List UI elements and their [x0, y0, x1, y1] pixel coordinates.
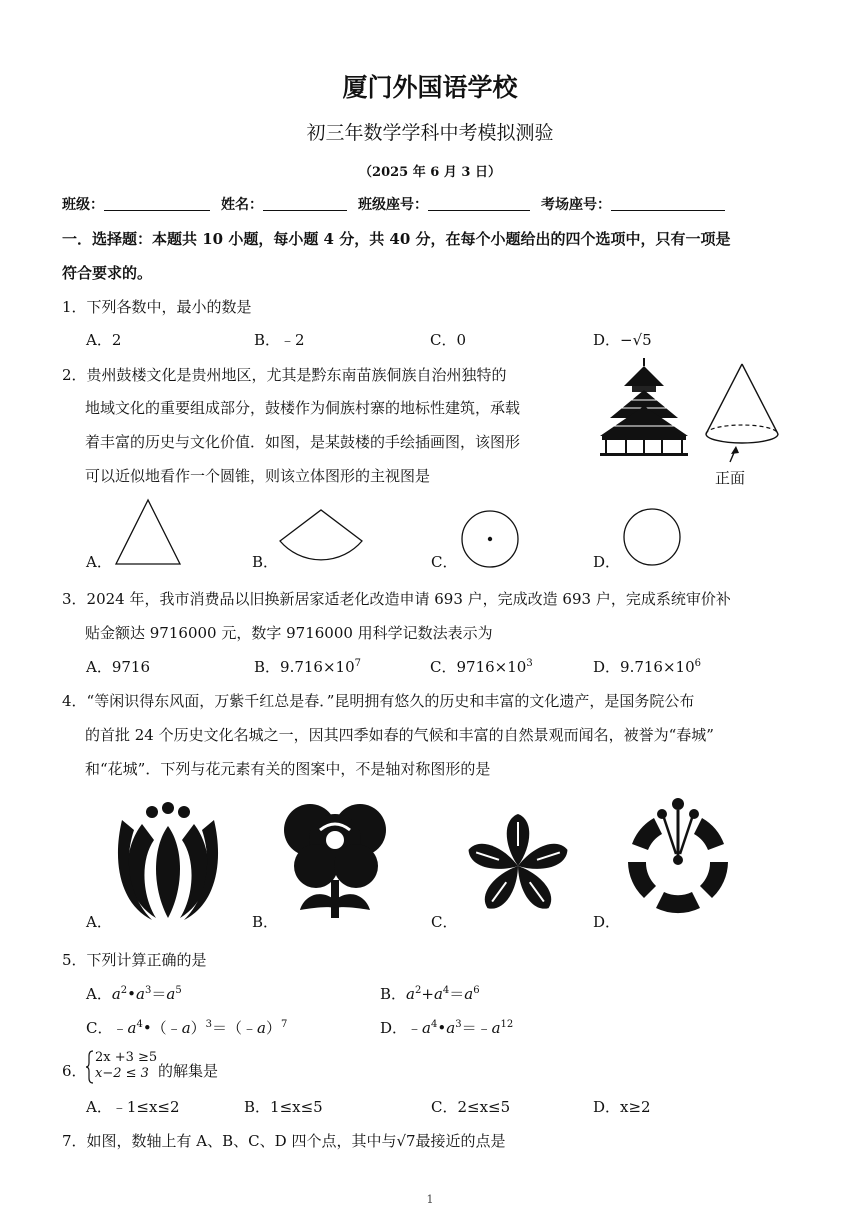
exam-date: （2025 年 6 月 3 日）: [359, 165, 501, 180]
q6-option-c: [431, 1096, 510, 1117]
q5-option-b: B．$a^2+a^4=a^6$: [380, 985, 480, 1003]
q4-option-a: A．: [86, 913, 112, 931]
q2-option-b: B．: [252, 553, 279, 571]
school-title: 厦门外国语学校: [342, 73, 518, 102]
class-blank: [104, 196, 210, 211]
clover-flower-icon: [460, 810, 576, 922]
q3-option-b-base: B．9.716×10: [254, 658, 355, 676]
q6-option-a-label: A．: [86, 1098, 112, 1116]
tulip-flower-icon: [112, 800, 224, 922]
ring-flower-icon: [622, 796, 734, 920]
name-label: 姓名：: [221, 197, 263, 213]
q1-option-b: B．﹣2: [254, 331, 305, 349]
page-number: 1: [426, 1193, 434, 1206]
q6-brace: [86, 1050, 94, 1084]
q5-option-a: A．$a^2•a^3=a^5$: [86, 985, 182, 1003]
q2-line4: 可以近似地看作一个圆锥，则该立体图形的主视图是: [85, 467, 431, 485]
q3-option-c-exp: 3: [526, 658, 533, 669]
seat-field: [358, 194, 530, 214]
exam-seat-label: 考场座号：: [541, 197, 611, 213]
q6-option-c-value: 2≤x≤5: [457, 1098, 511, 1116]
q3-option-b: [254, 656, 361, 677]
q3-option-d-base: D．9.716×10: [593, 658, 695, 676]
q5-option-c: C．$﹣a^4•(﹣a)^3=(﹣a)^7$: [86, 1019, 288, 1037]
q4-option-d: D．: [593, 913, 621, 931]
q3-option-d: [593, 656, 701, 677]
q3-option-d-exp: 6: [694, 658, 701, 669]
q3-option-c-base: C．9716×10: [430, 658, 527, 676]
q3-option-b-exp: 7: [354, 658, 361, 669]
q2-line2: 地域文化的重要组成部分，鼓楼作为侗族村寨的地标性建筑，承载: [85, 399, 521, 417]
section-heading-line1: 一．选择题：本题共 10 小题，每小题 4 分，共 40 分，在每个小题给出的四个选项中，只有一项是: [62, 230, 731, 248]
q3-option-a: A．9716: [86, 658, 151, 676]
seat-label: 班级座号：: [358, 197, 428, 213]
exam-seat-blank: [611, 196, 725, 211]
q1-option-d-label: D．: [593, 331, 621, 349]
q2-sector-option: [276, 505, 366, 565]
q2-line3: 着丰富的历史与文化价值．如图，是某鼓楼的手绘插画图，该图形: [85, 433, 521, 451]
q5-stem: 5．下列计算正确的是: [62, 951, 207, 969]
q3-option-c: [430, 656, 533, 677]
q5-option-a-label: A．: [86, 985, 112, 1003]
q4-line1: 4．“等闲识得东风面，万紫千红总是春．”昆明拥有悠久的历史和丰富的文化遗产，是国务院公布: [62, 692, 695, 710]
q6-number: 6．: [62, 1062, 87, 1080]
q1-stem: 1．下列各数中，最小的数是: [62, 298, 252, 316]
q6-inequality-1: 2x +3 ≥5: [95, 1050, 158, 1065]
q6-option-a: [86, 1096, 180, 1117]
q3-line2: 贴金额达 9716000 元，数字 9716000 用科学记数法表示为: [85, 624, 493, 642]
name-blank: [263, 196, 347, 211]
q4-option-c: C．: [431, 913, 458, 931]
q4-option-b: B．: [252, 913, 279, 931]
q6-inequality-2: x−2 ≤ 3: [95, 1066, 149, 1081]
q2-triangle-option: [113, 497, 183, 567]
q6-option-d-value: x≥2: [620, 1098, 651, 1116]
q6-option-d-label: D．: [593, 1098, 621, 1116]
q5-option-c-label: C．: [86, 1019, 113, 1037]
cone-figure: [702, 362, 782, 482]
q4-line3: 和“花城”．下列与花元素有关的图案中，不是轴对称图形的是: [85, 760, 491, 778]
q3-line1: 3．2024 年，我市消费品以旧换新居家适老化改造申请 693 户，完成改造 693 户，完成系统审价补: [62, 590, 731, 608]
q6-option-b: [244, 1096, 323, 1117]
q6-tail: 的解集是: [158, 1062, 219, 1080]
class-label: 班级：: [62, 197, 104, 213]
q2-circle-with-center-option: [460, 509, 520, 569]
q5-option-d-label: D．: [380, 1019, 408, 1037]
section-heading-line2: 符合要求的。: [62, 264, 153, 282]
q1-option-d: [593, 329, 652, 350]
q2-option-a: A．: [86, 553, 112, 571]
drum-tower-illustration: [596, 356, 692, 458]
rose-flower-icon: [280, 800, 390, 922]
exam-seat-field: [541, 194, 725, 214]
class-field: [62, 194, 210, 214]
q7-stem: 7．如图，数轴上有 A、B、C、D 四个点，其中与√7最接近的点是: [62, 1132, 506, 1150]
q1-option-d-value: −√5: [620, 331, 652, 349]
exam-subtitle: 初三年数学学科中考模拟测验: [306, 122, 554, 144]
q6-option-d: [593, 1096, 651, 1117]
q4-line2: 的首批 24 个历史文化名城之一，因其四季如春的气候和丰富的自然景观而闻名，被誉为“春城”: [85, 726, 714, 744]
seat-blank: [428, 196, 530, 211]
q6-option-b-label: B．: [244, 1098, 271, 1116]
q2-circle-option: [622, 507, 682, 567]
q2-option-d: D．: [593, 553, 621, 571]
q2-option-c: C．: [431, 553, 458, 571]
q2-line1: 2．贵州鼓楼文化是贵州地区，尤其是黔东南苗族侗族自治州独特的: [62, 366, 507, 384]
q5-option-b-label: B．: [380, 985, 407, 1003]
q6-option-c-label: C．: [431, 1098, 458, 1116]
q5-option-d: D．$﹣a^4•a^3=﹣a^{12}$: [380, 1019, 514, 1037]
q6-option-a-value: ﹣1≤x≤2: [111, 1098, 180, 1116]
q1-option-c: C．0: [430, 331, 467, 349]
name-field: [221, 194, 347, 214]
q6-option-b-value: 1≤x≤5: [270, 1098, 323, 1116]
q1-option-a: A．2: [86, 331, 122, 349]
front-label: 正面: [715, 469, 746, 487]
